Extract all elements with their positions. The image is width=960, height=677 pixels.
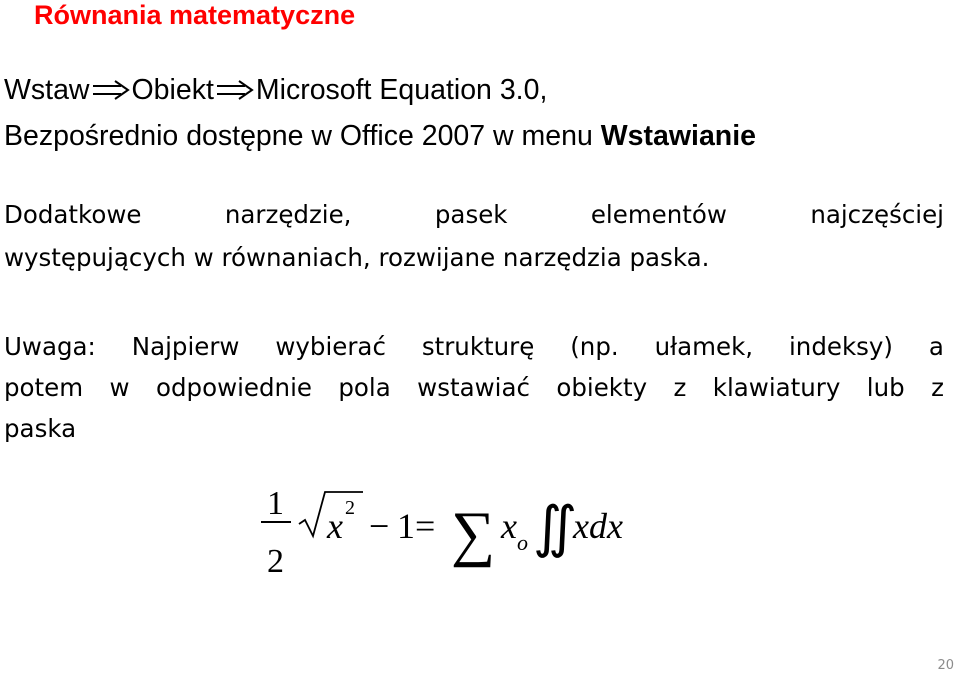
office-info-text: Bezpośrednio dostępne w Office 2007 w menu — [4, 120, 593, 152]
paragraph-1-line-1 — [4, 200, 944, 229]
example-equation — [255, 476, 655, 586]
word: lub — [866, 373, 905, 402]
office-info-line — [4, 120, 756, 153]
page-number: 20 — [937, 658, 954, 673]
word: klawiatury — [712, 373, 841, 402]
word: z — [673, 373, 687, 402]
word: (np. — [570, 332, 619, 361]
word: Uwaga: — [4, 332, 96, 361]
word: ułamek, — [654, 332, 754, 361]
summand-x: x — [501, 506, 517, 546]
implies-arrow-icon — [91, 79, 131, 101]
word: narzędzie, — [224, 200, 352, 229]
double-integral-symbol: ∬ — [533, 497, 578, 559]
word: obiekty — [556, 373, 648, 402]
summation-symbol: ∑ — [451, 500, 496, 568]
paragraph-2-line-2 — [4, 373, 944, 402]
paragraph-1-line-2: występujących w równaniach, rozwijane narzędzia paska. — [4, 243, 710, 272]
word: wybierać — [275, 332, 386, 361]
equals-sign: = — [415, 506, 436, 546]
slide-title: Równania matematyczne — [34, 0, 356, 30]
word: pola — [338, 373, 391, 402]
word: w — [109, 373, 130, 402]
paragraph-2-line-3: paska — [4, 414, 77, 443]
word: wstawiać — [417, 373, 530, 402]
word: potem — [4, 373, 84, 402]
implies-arrow-icon — [215, 79, 255, 101]
menu-path-wstaw: Wstaw — [4, 74, 90, 106]
word: Dodatkowe — [4, 200, 142, 229]
fraction-denominator: 2 — [267, 543, 284, 580]
word: a — [928, 332, 944, 361]
word: z — [931, 373, 944, 402]
word: Najpierw — [131, 332, 240, 361]
exponent-2: 2 — [345, 497, 355, 519]
word: najczęściej — [810, 200, 944, 229]
menu-path-equation: Microsoft Equation 3.0, — [255, 74, 548, 106]
menu-path-line — [4, 74, 547, 107]
word: elementów — [590, 200, 727, 229]
integrand-xdx: xdx — [573, 506, 623, 546]
word: strukturę — [421, 332, 535, 361]
menu-path-obiekt: Obiekt — [131, 74, 214, 106]
fraction-numerator: 1 — [267, 485, 284, 522]
constant-one: 1 — [397, 506, 415, 546]
radicand-x: x — [327, 506, 343, 546]
subscript-o: o — [517, 530, 528, 555]
word: indeksy) — [788, 332, 893, 361]
word: pasek — [434, 200, 508, 229]
paragraph-2-line-1 — [4, 332, 944, 361]
menu-name-wstawianie: Wstawianie — [600, 120, 756, 152]
word: odpowiednie — [155, 373, 312, 402]
minus-sign: − — [369, 506, 390, 546]
